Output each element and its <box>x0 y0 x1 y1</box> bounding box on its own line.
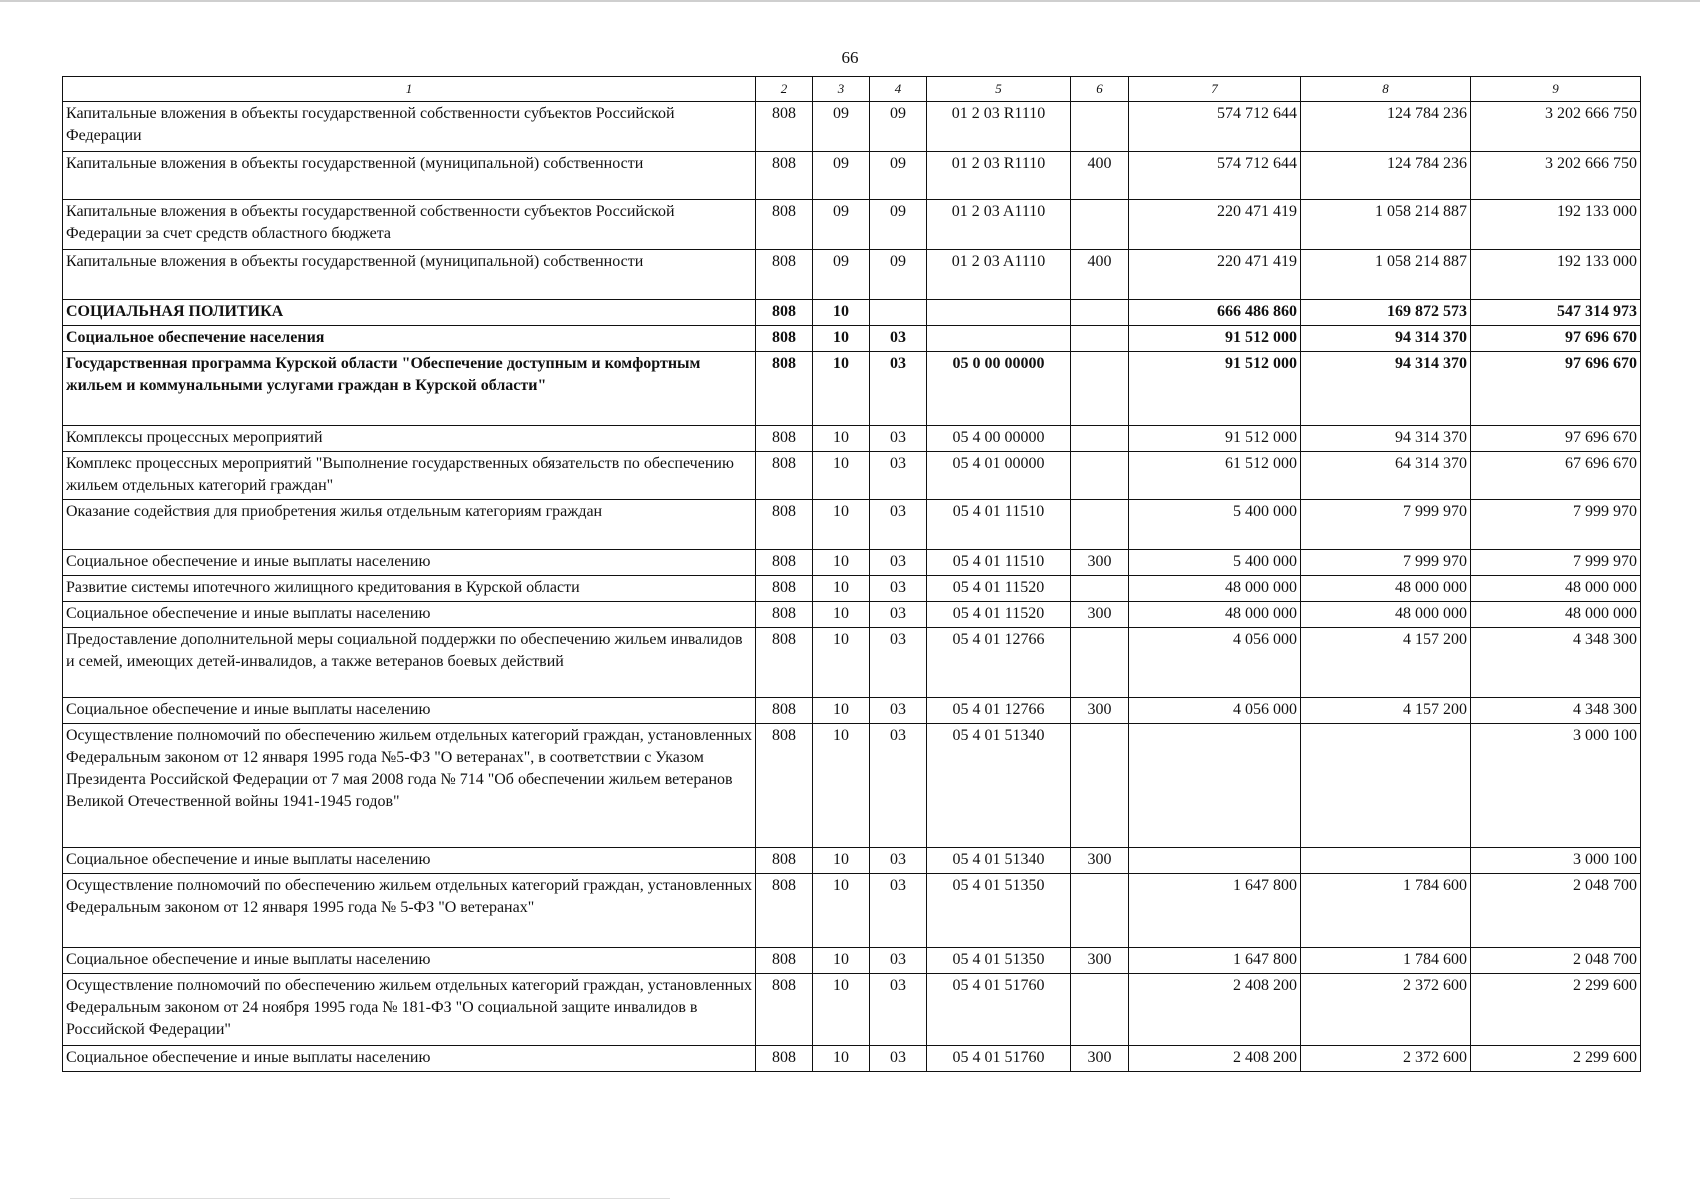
row-code-cell: 808 <box>756 152 813 200</box>
row-amount-cell-9: 2 299 600 <box>1471 1046 1641 1072</box>
row-name-cell: Социальное обеспечение населения <box>63 326 756 352</box>
row-amount-cell-9: 48 000 000 <box>1471 576 1641 602</box>
row-target-code-cell: 05 4 01 12766 <box>927 698 1071 724</box>
table-row <box>63 724 1641 848</box>
row-name-cell: Осуществление полномочий по обеспечению жильем отдельных категорий граждан, установленных Федеральным законом от 24 ноября 1995 года № 181-ФЗ "О социальной защите инвалидов в Российской Федерации" <box>63 974 756 1046</box>
table-row <box>63 200 1641 250</box>
row-subsection-cell: 03 <box>870 628 927 698</box>
row-amount-cell-8: 64 314 370 <box>1301 452 1471 500</box>
row-section-cell: 09 <box>813 102 870 152</box>
row-name-cell: Социальное обеспечение и иные выплаты населению <box>63 602 756 628</box>
row-subsection-cell: 03 <box>870 326 927 352</box>
row-amount-cell-8: 7 999 970 <box>1301 550 1471 576</box>
header-cell-5: 5 <box>927 77 1071 102</box>
row-expense-type-cell: 300 <box>1071 550 1129 576</box>
row-amount-cell-8: 1 058 214 887 <box>1301 250 1471 300</box>
row-target-code-cell <box>927 300 1071 326</box>
row-subsection-cell: 03 <box>870 550 927 576</box>
row-target-code-cell: 05 4 01 00000 <box>927 452 1071 500</box>
row-code-cell: 808 <box>756 724 813 848</box>
row-amount-cell-9: 48 000 000 <box>1471 602 1641 628</box>
row-subsection-cell: 03 <box>870 974 927 1046</box>
row-expense-type-cell <box>1071 628 1129 698</box>
table-row <box>63 300 1641 326</box>
row-section-cell: 10 <box>813 948 870 974</box>
table-row <box>63 848 1641 874</box>
row-expense-type-cell <box>1071 326 1129 352</box>
row-code-cell: 808 <box>756 948 813 974</box>
row-expense-type-cell <box>1071 300 1129 326</box>
row-code-cell: 808 <box>756 426 813 452</box>
row-amount-cell-7: 1 647 800 <box>1129 948 1301 974</box>
row-section-cell: 10 <box>813 874 870 948</box>
row-section-cell: 10 <box>813 698 870 724</box>
table-row <box>63 974 1641 1046</box>
row-expense-type-cell <box>1071 452 1129 500</box>
row-target-code-cell <box>927 326 1071 352</box>
row-expense-type-cell <box>1071 352 1129 426</box>
row-code-cell: 808 <box>756 550 813 576</box>
table-row <box>63 250 1641 300</box>
row-expense-type-cell <box>1071 200 1129 250</box>
row-section-cell: 10 <box>813 974 870 1046</box>
row-subsection-cell: 03 <box>870 500 927 550</box>
row-amount-cell-7: 574 712 644 <box>1129 152 1301 200</box>
row-section-cell: 09 <box>813 152 870 200</box>
row-subsection-cell: 03 <box>870 352 927 426</box>
row-section-cell: 09 <box>813 250 870 300</box>
row-expense-type-cell <box>1071 724 1129 848</box>
row-amount-cell-9: 4 348 300 <box>1471 698 1641 724</box>
row-amount-cell-9: 3 000 100 <box>1471 848 1641 874</box>
row-subsection-cell <box>870 300 927 326</box>
row-code-cell: 808 <box>756 602 813 628</box>
row-expense-type-cell <box>1071 500 1129 550</box>
row-expense-type-cell: 400 <box>1071 152 1129 200</box>
row-name-cell: Комплекс процессных мероприятий "Выполнение государственных обязательств по обеспечению жильем отдельных категорий граждан" <box>63 452 756 500</box>
row-target-code-cell: 01 2 03 R1110 <box>927 102 1071 152</box>
row-amount-cell-7: 5 400 000 <box>1129 500 1301 550</box>
row-name-cell: СОЦИАЛЬНАЯ ПОЛИТИКА <box>63 300 756 326</box>
budget-table <box>62 76 1641 1072</box>
row-amount-cell-7 <box>1129 848 1301 874</box>
row-amount-cell-7: 5 400 000 <box>1129 550 1301 576</box>
row-section-cell: 10 <box>813 300 870 326</box>
row-amount-cell-7: 4 056 000 <box>1129 628 1301 698</box>
scan-top-edge <box>0 0 1700 2</box>
row-code-cell: 808 <box>756 874 813 948</box>
table-row <box>63 874 1641 948</box>
row-subsection-cell: 03 <box>870 1046 927 1072</box>
row-target-code-cell: 05 4 01 51760 <box>927 974 1071 1046</box>
row-section-cell: 10 <box>813 576 870 602</box>
row-amount-cell-7: 91 512 000 <box>1129 352 1301 426</box>
row-name-cell: Капитальные вложения в объекты государственной собственности субъектов Российской Федерации за счет средств областного бюджета <box>63 200 756 250</box>
row-amount-cell-9: 2 048 700 <box>1471 874 1641 948</box>
row-name-cell: Осуществление полномочий по обеспечению жильем отдельных категорий граждан, установленных Федеральным законом от 12 января 1995 года №5-ФЗ "О ветеранах", в соответствии с Указом Президента Российской Федерации от 7 мая 2008 года № 714 "Об обеспечении жильем ветеранов Великой Отечественной войны 1941-1945 годов" <box>63 724 756 848</box>
row-name-cell: Социальное обеспечение и иные выплаты населению <box>63 948 756 974</box>
row-expense-type-cell: 400 <box>1071 250 1129 300</box>
row-code-cell: 808 <box>756 1046 813 1072</box>
row-amount-cell-8: 4 157 200 <box>1301 698 1471 724</box>
row-amount-cell-8: 1 784 600 <box>1301 948 1471 974</box>
row-amount-cell-8: 48 000 000 <box>1301 576 1471 602</box>
row-amount-cell-9: 97 696 670 <box>1471 352 1641 426</box>
row-amount-cell-9: 192 133 000 <box>1471 250 1641 300</box>
row-subsection-cell: 09 <box>870 152 927 200</box>
row-code-cell: 808 <box>756 974 813 1046</box>
row-amount-cell-7: 91 512 000 <box>1129 326 1301 352</box>
row-amount-cell-7: 4 056 000 <box>1129 698 1301 724</box>
row-section-cell: 10 <box>813 426 870 452</box>
row-section-cell: 10 <box>813 550 870 576</box>
row-target-code-cell: 05 4 01 51350 <box>927 948 1071 974</box>
row-section-cell: 10 <box>813 452 870 500</box>
row-name-cell: Социальное обеспечение и иные выплаты населению <box>63 848 756 874</box>
row-subsection-cell: 09 <box>870 102 927 152</box>
row-target-code-cell: 05 4 01 11520 <box>927 602 1071 628</box>
row-target-code-cell: 05 4 00 00000 <box>927 426 1071 452</box>
row-amount-cell-9: 3 000 100 <box>1471 724 1641 848</box>
row-amount-cell-9: 7 999 970 <box>1471 500 1641 550</box>
row-amount-cell-7: 1 647 800 <box>1129 874 1301 948</box>
row-amount-cell-9: 3 202 666 750 <box>1471 152 1641 200</box>
row-amount-cell-7: 61 512 000 <box>1129 452 1301 500</box>
row-section-cell: 10 <box>813 326 870 352</box>
table-row <box>63 550 1641 576</box>
row-name-cell: Осуществление полномочий по обеспечению жильем отдельных категорий граждан, установленных Федеральным законом от 12 января 1995 года № 5-ФЗ "О ветеранах" <box>63 874 756 948</box>
row-amount-cell-8: 1 058 214 887 <box>1301 200 1471 250</box>
header-cell-8: 8 <box>1301 77 1471 102</box>
row-amount-cell-8: 94 314 370 <box>1301 352 1471 426</box>
row-subsection-cell: 03 <box>870 948 927 974</box>
row-name-cell: Социальное обеспечение и иные выплаты населению <box>63 698 756 724</box>
row-amount-cell-7: 48 000 000 <box>1129 576 1301 602</box>
row-target-code-cell: 05 4 01 51760 <box>927 1046 1071 1072</box>
table-row <box>63 500 1641 550</box>
row-amount-cell-8 <box>1301 848 1471 874</box>
row-target-code-cell: 05 4 01 11510 <box>927 550 1071 576</box>
row-amount-cell-7 <box>1129 724 1301 848</box>
row-section-cell: 10 <box>813 1046 870 1072</box>
table-row <box>63 576 1641 602</box>
row-code-cell: 808 <box>756 200 813 250</box>
row-name-cell: Оказание содействия для приобретения жилья отдельным категориям граждан <box>63 500 756 550</box>
row-name-cell: Государственная программа Курской области "Обеспечение доступным и комфортным жильем и коммунальными услугами граждан в Курской области" <box>63 352 756 426</box>
row-name-cell: Капитальные вложения в объекты государственной (муниципальной) собственности <box>63 250 756 300</box>
row-code-cell: 808 <box>756 848 813 874</box>
row-amount-cell-8: 1 784 600 <box>1301 874 1471 948</box>
row-amount-cell-9: 2 048 700 <box>1471 948 1641 974</box>
row-amount-cell-7: 2 408 200 <box>1129 974 1301 1046</box>
row-subsection-cell: 03 <box>870 848 927 874</box>
row-expense-type-cell <box>1071 426 1129 452</box>
table-row <box>63 352 1641 426</box>
row-expense-type-cell: 300 <box>1071 602 1129 628</box>
row-subsection-cell: 03 <box>870 874 927 948</box>
row-amount-cell-7: 91 512 000 <box>1129 426 1301 452</box>
row-target-code-cell: 05 0 00 00000 <box>927 352 1071 426</box>
row-name-cell: Социальное обеспечение и иные выплаты населению <box>63 550 756 576</box>
row-amount-cell-8 <box>1301 724 1471 848</box>
row-amount-cell-9: 97 696 670 <box>1471 426 1641 452</box>
row-amount-cell-8: 94 314 370 <box>1301 326 1471 352</box>
row-code-cell: 808 <box>756 576 813 602</box>
row-expense-type-cell: 300 <box>1071 1046 1129 1072</box>
row-expense-type-cell: 300 <box>1071 698 1129 724</box>
row-section-cell: 09 <box>813 200 870 250</box>
row-target-code-cell: 01 2 03 A1110 <box>927 250 1071 300</box>
row-code-cell: 808 <box>756 352 813 426</box>
row-amount-cell-9: 547 314 973 <box>1471 300 1641 326</box>
row-amount-cell-8: 7 999 970 <box>1301 500 1471 550</box>
row-amount-cell-8: 124 784 236 <box>1301 102 1471 152</box>
row-name-cell: Комплексы процессных мероприятий <box>63 426 756 452</box>
header-cell-9: 9 <box>1471 77 1641 102</box>
table-row <box>63 602 1641 628</box>
row-amount-cell-9: 7 999 970 <box>1471 550 1641 576</box>
row-target-code-cell: 05 4 01 11520 <box>927 576 1071 602</box>
row-target-code-cell: 01 2 03 R1110 <box>927 152 1071 200</box>
row-target-code-cell: 05 4 01 51340 <box>927 724 1071 848</box>
header-cell-3: 3 <box>813 77 870 102</box>
row-amount-cell-9: 192 133 000 <box>1471 200 1641 250</box>
scan-bottom-edge <box>70 1198 670 1199</box>
table-header <box>63 77 1641 102</box>
table-row <box>63 452 1641 500</box>
row-amount-cell-7: 2 408 200 <box>1129 1046 1301 1072</box>
row-amount-cell-7: 574 712 644 <box>1129 102 1301 152</box>
row-code-cell: 808 <box>756 698 813 724</box>
row-amount-cell-8: 124 784 236 <box>1301 152 1471 200</box>
row-subsection-cell: 03 <box>870 724 927 848</box>
row-code-cell: 808 <box>756 102 813 152</box>
row-amount-cell-8: 94 314 370 <box>1301 426 1471 452</box>
row-amount-cell-8: 2 372 600 <box>1301 974 1471 1046</box>
row-amount-cell-7: 220 471 419 <box>1129 200 1301 250</box>
row-section-cell: 10 <box>813 602 870 628</box>
row-section-cell: 10 <box>813 848 870 874</box>
row-amount-cell-9: 2 299 600 <box>1471 974 1641 1046</box>
table-row <box>63 326 1641 352</box>
row-subsection-cell: 09 <box>870 250 927 300</box>
row-code-cell: 808 <box>756 628 813 698</box>
row-name-cell: Социальное обеспечение и иные выплаты населению <box>63 1046 756 1072</box>
row-code-cell: 808 <box>756 500 813 550</box>
row-section-cell: 10 <box>813 500 870 550</box>
row-target-code-cell: 05 4 01 51340 <box>927 848 1071 874</box>
row-section-cell: 10 <box>813 352 870 426</box>
row-section-cell: 10 <box>813 628 870 698</box>
header-cell-2: 2 <box>756 77 813 102</box>
row-target-code-cell: 05 4 01 11510 <box>927 500 1071 550</box>
table-row <box>63 1046 1641 1072</box>
row-amount-cell-8: 4 157 200 <box>1301 628 1471 698</box>
row-amount-cell-9: 4 348 300 <box>1471 628 1641 698</box>
table-row <box>63 948 1641 974</box>
row-name-cell: Предоставление дополнительной меры социальной поддержки по обеспечению жильем инвалидов и семей, имеющих детей-инвалидов, а также ветеранов боевых действий <box>63 628 756 698</box>
row-name-cell: Развитие системы ипотечного жилищного кредитования в Курской области <box>63 576 756 602</box>
row-expense-type-cell <box>1071 576 1129 602</box>
row-subsection-cell: 03 <box>870 602 927 628</box>
row-subsection-cell: 09 <box>870 200 927 250</box>
row-amount-cell-9: 97 696 670 <box>1471 326 1641 352</box>
row-expense-type-cell: 300 <box>1071 848 1129 874</box>
table-row <box>63 102 1641 152</box>
row-amount-cell-9: 3 202 666 750 <box>1471 102 1641 152</box>
row-target-code-cell: 01 2 03 A1110 <box>927 200 1071 250</box>
row-name-cell: Капитальные вложения в объекты государственной (муниципальной) собственности <box>63 152 756 200</box>
table-body <box>63 102 1641 1072</box>
table-row <box>63 628 1641 698</box>
row-code-cell: 808 <box>756 452 813 500</box>
table-row <box>63 152 1641 200</box>
row-target-code-cell: 05 4 01 12766 <box>927 628 1071 698</box>
row-subsection-cell: 03 <box>870 576 927 602</box>
row-subsection-cell: 03 <box>870 698 927 724</box>
row-amount-cell-8: 48 000 000 <box>1301 602 1471 628</box>
row-expense-type-cell <box>1071 874 1129 948</box>
row-expense-type-cell <box>1071 102 1129 152</box>
row-code-cell: 808 <box>756 250 813 300</box>
row-amount-cell-9: 67 696 670 <box>1471 452 1641 500</box>
row-expense-type-cell: 300 <box>1071 948 1129 974</box>
row-expense-type-cell <box>1071 974 1129 1046</box>
row-amount-cell-7: 666 486 860 <box>1129 300 1301 326</box>
header-cell-6: 6 <box>1071 77 1129 102</box>
header-cell-7: 7 <box>1129 77 1301 102</box>
row-amount-cell-7: 220 471 419 <box>1129 250 1301 300</box>
row-amount-cell-8: 2 372 600 <box>1301 1046 1471 1072</box>
header-row <box>63 77 1641 102</box>
table-row <box>63 426 1641 452</box>
row-name-cell: Капитальные вложения в объекты государственной собственности субъектов Российской Федерации <box>63 102 756 152</box>
row-subsection-cell: 03 <box>870 452 927 500</box>
row-subsection-cell: 03 <box>870 426 927 452</box>
header-cell-4: 4 <box>870 77 927 102</box>
row-amount-cell-7: 48 000 000 <box>1129 602 1301 628</box>
row-code-cell: 808 <box>756 326 813 352</box>
row-amount-cell-8: 169 872 573 <box>1301 300 1471 326</box>
row-code-cell: 808 <box>756 300 813 326</box>
page-number: 66 <box>841 48 859 67</box>
row-section-cell: 10 <box>813 724 870 848</box>
header-cell-1: 1 <box>63 77 756 102</box>
table-row <box>63 698 1641 724</box>
row-target-code-cell: 05 4 01 51350 <box>927 874 1071 948</box>
